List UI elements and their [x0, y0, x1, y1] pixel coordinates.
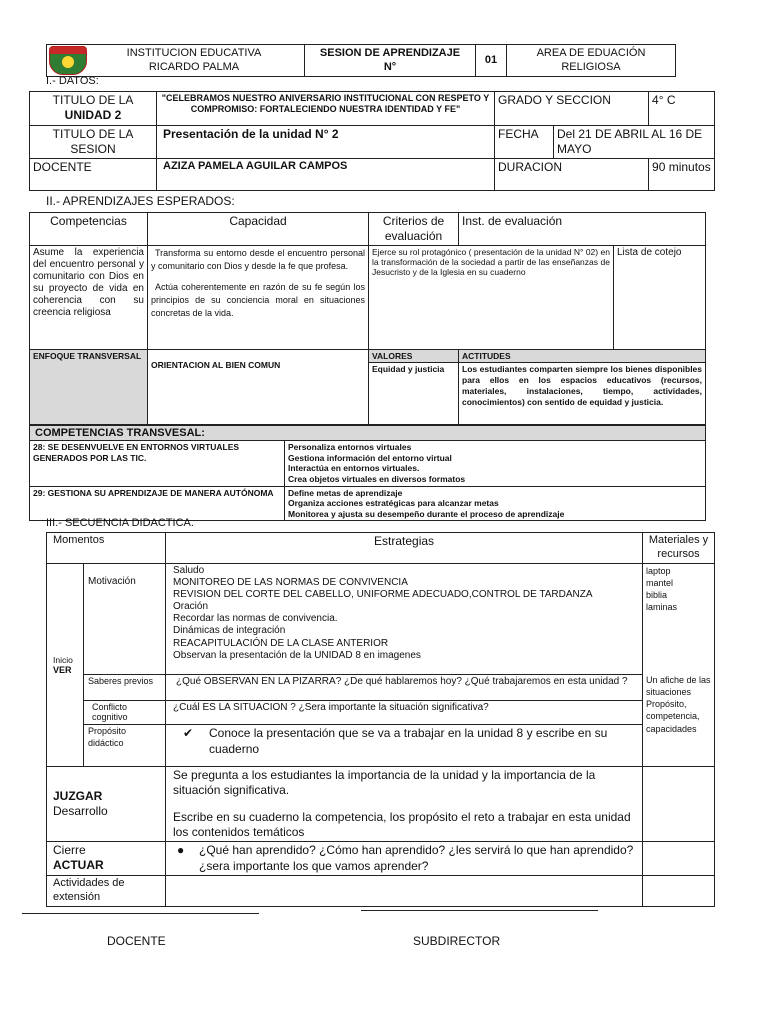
- extension-materiales: [643, 876, 715, 907]
- proposito-label: Propósito didáctico: [84, 725, 166, 767]
- school-logo: [49, 46, 87, 75]
- material-item: laminas: [646, 601, 678, 612]
- extension-label: Actividades de extensión: [47, 876, 166, 907]
- area-cell: [507, 45, 676, 77]
- cierre-cell: [47, 842, 166, 876]
- cierre-text: ¿Qué han aprendido? ¿Cómo han aprendido? ¿les servirá lo que han aprendido? ¿sera importante los que vamos aprender?: [199, 843, 634, 873]
- juzgar-text-2: Escribe en su cuaderno la competencia, los propósito el reto a trabajar en esta unidad los contenidos temáticos: [173, 810, 631, 840]
- extension-strategies: [166, 876, 643, 907]
- subdirector-signature-line: [361, 910, 598, 911]
- institution-name-line2: RICARDO PALMA: [148, 61, 240, 74]
- motivacion-line: REVISION DEL CORTE DEL CABELLO, UNIFORME ADECUADO,CONTROL DE TARDANZA: [173, 588, 593, 600]
- material-item: biblia: [646, 589, 668, 600]
- cierre-item: [177, 843, 639, 874]
- comp29-text: 29: GESTIONA SU APRENDIZAJE DE MANERA AUTÓNOMA: [30, 486, 285, 521]
- proposito-text: Conoce la presentación que se va a trabajar en la unidad 8 y escribe en su cuaderno: [209, 726, 608, 756]
- grade-value: 4° C: [649, 92, 715, 126]
- col-materiales: Materiales y recursos: [643, 533, 715, 564]
- bullet-icon: ●: [177, 843, 185, 858]
- inicio-cell: [47, 563, 84, 767]
- datos-table: [29, 91, 715, 191]
- motivacion-cell: [166, 563, 643, 674]
- date-label: FECHA: [495, 126, 554, 159]
- checkmark-icon: ✔: [183, 726, 194, 741]
- aprendizajes-section-title: II.- APRENDIZAJES ESPERADOS:: [46, 194, 235, 208]
- transversal-title: COMPETENCIAS TRANSVESAL:: [30, 426, 706, 441]
- session-title-cell: [305, 45, 476, 77]
- col-momentos: Momentos: [47, 533, 166, 564]
- motivacion-line: Dinámicas de integración: [173, 625, 286, 637]
- transversal-table: [29, 425, 706, 521]
- secuencia-section-title: III.- SECUENCIA DIDACTICA.: [46, 517, 194, 529]
- docente-signature-line: [22, 913, 259, 914]
- institution-cell: [47, 45, 305, 77]
- area-line1: AREA DE EDUACIÓN: [536, 47, 646, 59]
- proposito-cell: [166, 725, 643, 767]
- actuar-label: ACTUAR: [53, 858, 104, 873]
- col-instrumento: Inst. de evaluación: [459, 213, 706, 246]
- duration-value: 90 minutos: [649, 159, 715, 191]
- capacidad-1: Transforma su entorno desde el encuentro personal y comunitario con Dios y desde la fe que profesa.: [151, 248, 365, 272]
- header-table: [46, 44, 676, 77]
- motivacion-line: REACAPITULACIÓN DE LA CLASE ANTERIOR: [173, 637, 389, 649]
- inicio-label: Inicio: [53, 654, 73, 665]
- motivacion-line: Recordar las normas de convivencia.: [173, 613, 338, 625]
- session-title: SESION DE APRENDIZAJE: [319, 47, 461, 59]
- material-item: mantel: [646, 577, 674, 588]
- comp28-cap: Interactúa en entornos virtuales.: [288, 463, 420, 474]
- juzgar-text-1: Se pregunta a los estudiantes la importancia de la unidad y la importancia de la situación significativa.: [173, 768, 596, 798]
- actitudes-label: ACTITUDES: [459, 350, 706, 363]
- col-estrategias: Estrategias: [166, 533, 643, 564]
- unit-label: UNIDAD 2: [64, 108, 122, 122]
- comp28-capacidades: [285, 441, 706, 487]
- valores-label: VALORES: [369, 350, 459, 363]
- ver-label: VER: [53, 664, 72, 675]
- competencia-text: Asume la experiencia del encuentro personal y comunitario con Dios en su proyecto de vida en coherencia con su creencia religiosa: [30, 246, 148, 350]
- datos-section-title: I.- DATOS:: [46, 75, 99, 87]
- motivacion-line: Oración: [173, 601, 209, 613]
- actitudes-value: Los estudiantes comparten siempre los bienes disponibles para ellos en los espacios educativos (recursos, materiales, instalaciones, tiempo, actividades, conocimientos) con sentido de equidad y justicia.: [459, 363, 706, 425]
- comp29-capacidades: [285, 486, 706, 521]
- secuencia-table: [46, 532, 715, 907]
- comp28-cap: Personaliza entornos virtuales: [288, 442, 412, 452]
- juzgar-strategies: [166, 767, 643, 842]
- capacidad-cell: [148, 246, 369, 350]
- motivacion-line: Observan la presentación de la UNIDAD 8 en imagenes: [173, 649, 421, 661]
- docente-signature-label: DOCENTE: [107, 934, 166, 948]
- materiales-2-cell: [643, 674, 715, 767]
- unit-title-value: "CELEBRAMOS NUESTRO ANIVERSARIO INSTITUCIONAL CON RESPETO Y COMPROMISO: FORTALECIENDO NUESTRA IDENTIDAD Y FE": [157, 92, 495, 126]
- cierre-label: Cierre: [53, 843, 86, 858]
- comp28-cap: Gestiona información del entorno virtual: [288, 452, 452, 463]
- material-item: laptop: [646, 565, 671, 576]
- juzgar-materiales: [643, 767, 715, 842]
- saberes-label: Saberes previos: [84, 674, 166, 700]
- saberes-text: ¿Qué OBSERVAN EN LA PIZARRA? ¿De qué hablaremos hoy? ¿Qué trabajaremos en esta unidad ?: [166, 674, 643, 700]
- motivacion-line: Saludo: [173, 564, 205, 576]
- materiales-1-cell: [643, 563, 715, 674]
- instrumento-text: Lista de cotejo: [614, 246, 706, 350]
- juzgar-label: JUZGAR: [53, 788, 103, 803]
- col-competencias: Competencias: [30, 213, 148, 246]
- material-item: Propósito, competencia, capacidades: [646, 699, 700, 734]
- aprendizajes-table: [29, 212, 706, 425]
- grade-label: GRADO Y SECCION: [495, 92, 649, 126]
- desarrollo-label: Desarrollo: [53, 804, 108, 819]
- comp28-text: 28: SE DESENVUELVE EN ENTORNOS VIRTUALES GENERADOS POR LAS TIC.: [30, 441, 285, 487]
- teacher-value: AZIZA PAMELA AGUILAR CAMPOS: [157, 159, 495, 191]
- col-criterios: Criterios de evaluación: [369, 213, 459, 246]
- conflicto-label: Conflicto cognitivo: [84, 700, 166, 725]
- criterio-text: Ejerce su rol protagónico ( presentación de la unidad N° 02) en la transformación de la sociedad a partir de las enseñanzas de Jesucristo y de la Iglesia en su cuaderno: [369, 246, 614, 350]
- juzgar-cell: [47, 767, 166, 842]
- comp29-cap: Monitorea y ajusta su desempeño durante el proceso de aprendizaje: [288, 508, 565, 519]
- cierre-materiales: [643, 842, 715, 876]
- comp29-cap: Define metas de aprendizaje: [288, 487, 403, 498]
- session-title-value: Presentación de la unidad N° 2: [157, 126, 495, 159]
- proposito-item: [183, 726, 639, 757]
- enfoque-label: ENFOQUE TRANSVERSAL: [30, 350, 148, 425]
- date-value: Del 21 DE ABRIL AL 16 DE MAYO: [554, 126, 715, 159]
- area-line2: RELIGIOSA: [561, 61, 621, 74]
- cierre-strategies: [166, 842, 643, 876]
- subdirector-signature-label: SUBDIRECTOR: [413, 934, 501, 948]
- unit-title-label: TITULO DE LA: [52, 93, 134, 107]
- capacidad-2: Actúa coherentemente en razón de su fe según los principios de su conciencia moral en situaciones concretas de la vida.: [151, 282, 365, 319]
- material-item: Un afiche de las situaciones: [646, 675, 711, 698]
- duration-label: DURACION: [495, 159, 649, 191]
- unit-title-label-cell: [30, 92, 157, 126]
- motivacion-line: MONITOREO DE LAS NORMAS DE CONVIVENCIA: [173, 576, 408, 588]
- comp28-cap: Crea objetos virtuales en diversos formatos: [288, 473, 466, 484]
- teacher-label: DOCENTE: [30, 159, 157, 191]
- valores-value: Equidad y justicia: [369, 363, 459, 425]
- conflicto-text: ¿Cuál ES LA SITUACION ? ¿Sera importante la situación significativa?: [166, 700, 643, 725]
- session-title-label: TITULO DE LA SESION: [30, 126, 157, 159]
- session-number-label: N°: [383, 61, 397, 74]
- col-capacidad: Capacidad: [148, 213, 369, 246]
- motivacion-label: Motivación: [84, 563, 166, 674]
- institution-name-line1: INSTITUCION EDUCATIVA: [126, 47, 262, 59]
- session-number: 01: [476, 45, 507, 77]
- enfoque-value: ORIENTACION AL BIEN COMUN: [148, 350, 369, 425]
- comp29-cap: Organiza acciones estratégicas para alcanzar metas: [288, 498, 499, 509]
